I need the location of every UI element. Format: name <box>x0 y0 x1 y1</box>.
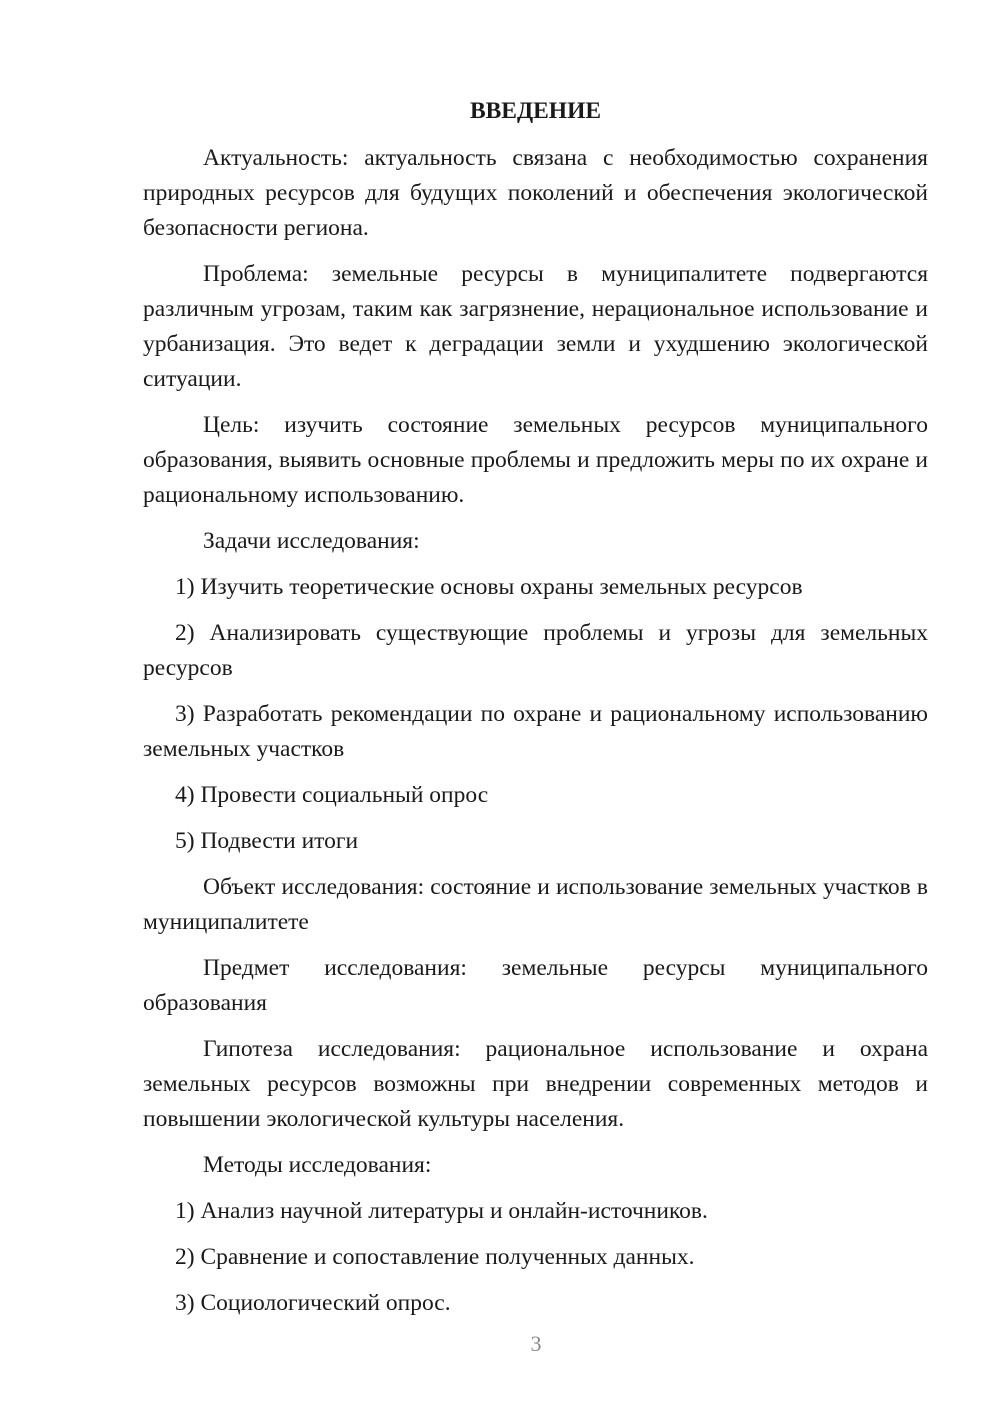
task-item-5: 5) Подвести итоги <box>175 828 359 854</box>
hypothesis-paragraph: Гипотеза исследования: рациональное использование и охрана земельных ресурсов возможны при внедрении современных методов и повышении экологической культуры населения. <box>143 1036 928 1132</box>
method-item-3: 3) Социологический опрос. <box>175 1290 451 1316</box>
task-item-3: 3) Разработать рекомендации по охране и рациональному использованию земельных участков <box>143 701 928 762</box>
object-paragraph: Объект исследования: состояние и использование земельных участков в муниципалитете <box>143 874 928 935</box>
method-item-2: 2) Сравнение и сопоставление полученных данных. <box>175 1244 695 1270</box>
task-item-4: 4) Провести социальный опрос <box>175 782 489 808</box>
document-body <box>143 94 928 1332</box>
page-number: 3 <box>530 1331 542 1356</box>
goal-paragraph: Цель: изучить состояние земельных ресурсов муниципального образования, выявить основные проблемы и предложить меры по их охране и рациональному использованию. <box>143 412 928 508</box>
page-title: ВВЕДЕНИЕ <box>469 98 602 124</box>
method-item-1: 1) Анализ научной литературы и онлайн-источников. <box>175 1198 708 1224</box>
relevance-paragraph: Актуальность: актуальность связана с необходимостью сохранения природных ресурсов для будущих поколений и обеспечения экологической безопасности региона. <box>143 145 928 241</box>
problem-paragraph: Проблема: земельные ресурсы в муниципалитете подвергаются различным угрозам, таким как загрязнение, нерациональное использование и урбанизация. Это ведет к деградации земли и ухудшению экологической ситуации. <box>143 261 928 392</box>
subject-paragraph: Предмет исследования: земельные ресурсы муниципального образования <box>143 955 928 1016</box>
task-item-2: 2) Анализировать существующие проблемы и угрозы для земельных ресурсов <box>143 620 928 681</box>
tasks-heading: Задачи исследования: <box>203 528 420 554</box>
task-item-1: 1) Изучить теоретические основы охраны земельных ресурсов <box>175 574 803 600</box>
methods-heading: Методы исследования: <box>203 1152 432 1178</box>
